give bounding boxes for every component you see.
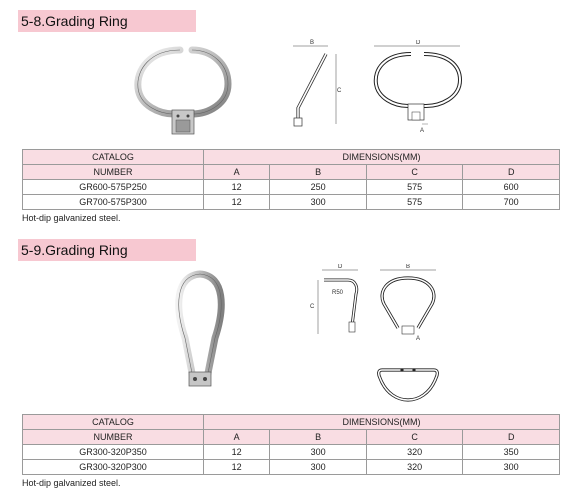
bottom-view-drawing-5-9 xyxy=(372,360,444,406)
value-a: 12 xyxy=(204,460,270,475)
number-header: NUMBER xyxy=(23,430,204,445)
number-header: NUMBER xyxy=(23,165,204,180)
value-c: 575 xyxy=(366,180,463,195)
grading-ring-5-8-photo xyxy=(130,44,235,142)
material-note-5-8: Hot-dip galvanized steel. xyxy=(22,213,121,223)
column-header-b: B xyxy=(270,430,367,445)
catalog-header: CATALOG xyxy=(23,150,204,165)
dim-label-b: B xyxy=(406,264,411,270)
value-a: 12 xyxy=(204,180,270,195)
value-c: 320 xyxy=(366,445,463,460)
dimensions-header: DIMENSIONS(MM) xyxy=(204,150,560,165)
value-d: 300 xyxy=(463,460,560,475)
section-title-5-9: 5-9.Grading Ring xyxy=(18,239,196,261)
grading-ring-5-9-photo xyxy=(165,268,235,396)
value-d: 350 xyxy=(463,445,560,460)
table-row xyxy=(23,445,560,460)
catalog-number: GR700-575P300 xyxy=(23,195,204,210)
spec-table-5-9 xyxy=(22,414,560,475)
value-b: 300 xyxy=(270,460,367,475)
front-view-drawing-5-8 xyxy=(368,40,468,136)
value-d: 600 xyxy=(463,180,560,195)
table-row xyxy=(23,180,560,195)
value-c: 575 xyxy=(366,195,463,210)
column-header-c: C xyxy=(366,165,463,180)
value-a: 12 xyxy=(204,445,270,460)
catalog-number: GR300-320P300 xyxy=(23,460,204,475)
dim-label-d: D xyxy=(338,264,343,270)
spec-table-5-8 xyxy=(22,149,560,210)
column-header-c: C xyxy=(366,430,463,445)
dim-label-r: R50 xyxy=(332,290,344,296)
catalog-number: GR600-575P250 xyxy=(23,180,204,195)
dim-label-a: A xyxy=(420,128,425,134)
side-view-drawing-5-9 xyxy=(308,264,368,344)
column-header-a: A xyxy=(204,165,270,180)
dim-label-c: C xyxy=(337,88,342,94)
table-row xyxy=(23,195,560,210)
section-title-5-8: 5-8.Grading Ring xyxy=(18,10,196,32)
dim-label-d: D xyxy=(416,40,421,46)
value-b: 300 xyxy=(270,195,367,210)
value-c: 320 xyxy=(366,460,463,475)
dim-label-a: A xyxy=(416,336,421,342)
value-b: 300 xyxy=(270,445,367,460)
value-b: 250 xyxy=(270,180,367,195)
front-view-drawing-5-9 xyxy=(374,264,444,342)
dim-label-b: B xyxy=(310,40,315,46)
value-a: 12 xyxy=(204,195,270,210)
table-row xyxy=(23,460,560,475)
column-header-d: D xyxy=(463,430,560,445)
column-header-b: B xyxy=(270,165,367,180)
catalog-number: GR300-320P350 xyxy=(23,445,204,460)
value-d: 700 xyxy=(463,195,560,210)
dim-label-c: C xyxy=(310,304,315,310)
dimensions-header: DIMENSIONS(MM) xyxy=(204,415,560,430)
material-note-5-9: Hot-dip galvanized steel. xyxy=(22,478,121,488)
column-header-d: D xyxy=(463,165,560,180)
column-header-a: A xyxy=(204,430,270,445)
catalog-header: CATALOG xyxy=(23,415,204,430)
side-view-drawing-5-8 xyxy=(280,38,345,136)
